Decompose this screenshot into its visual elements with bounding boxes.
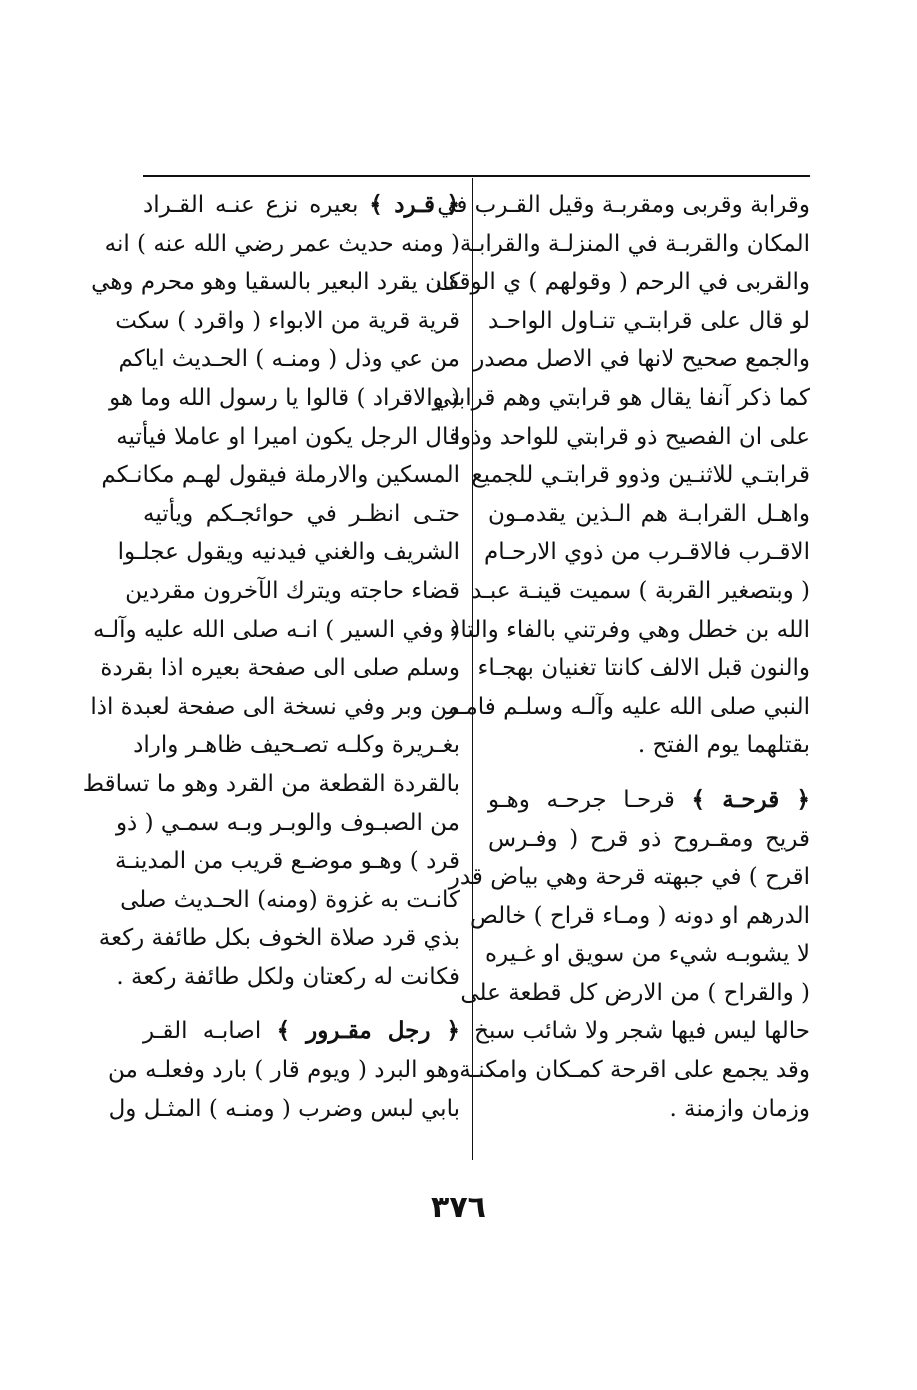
- text-line: حتـى انظـر في حوائجـكم ويأتيه: [143, 500, 460, 527]
- headword-qarha: ﴿ قرحـة ﴾: [691, 785, 810, 813]
- text-line: كما ذكر آنفا يقال هو قرابتي وهم قرابتي: [432, 384, 810, 411]
- text-line: قريح ومقـروح ذو قرح ( وفـرس: [488, 825, 810, 852]
- text-line: قال الرجل يكون اميرا او عاملا فيأتيه: [116, 423, 460, 450]
- text-line: واهـل القرابـة هم الـذين يقدمـون: [488, 500, 810, 527]
- text-line: وقرابة وقربى ومقربـة وقيل القـرب في: [437, 192, 810, 218]
- entry-text: قرحـا جرحـه وهـو: [488, 786, 675, 813]
- text-line: بغـريرة وكلـه تصـحيف ظاهـر واراد: [133, 732, 460, 759]
- text-line: المسكين والارملة فيقول لهـم مكانـكم: [101, 462, 460, 489]
- text-line: والقربى في الرحم ( وقولهم ) ي الوقف: [435, 269, 810, 296]
- text-line: من عي وذل ( ومنـه ) الحـديث اياكم: [118, 346, 460, 373]
- text-line: قرد ) وهـو موضـع قريب من المدينـة: [114, 848, 460, 875]
- text-line: قضاء حاجته ويترك الآخرون مقردين: [125, 577, 460, 604]
- left-column: [82, 186, 461, 1128]
- text-line: حالها ليس فيها شجر ولا شائب سبخ: [474, 1018, 810, 1045]
- text-line: بذي قرد صلاة الخوف بكل طائفة ركعة: [98, 925, 460, 952]
- text-line: بالقردة القطعة من القرد وهو ما تساقط: [82, 770, 460, 797]
- entry-first-line: [143, 1012, 460, 1051]
- entry-first-line: [143, 186, 460, 225]
- text-line: كان يقرد البعير بالسقيا وهو محرم وهي: [91, 269, 460, 296]
- text-line: من الصبـوف والوبـر وبـه سمـي ( ذو: [115, 809, 460, 836]
- text-line: بابي لبس وضرب ( ومنـه ) المثـل ول: [108, 1095, 460, 1122]
- text-line: بقتلهما يوم الفتح .: [637, 732, 810, 759]
- page-number: ٣٧٦: [431, 1190, 486, 1225]
- right-column: [432, 186, 810, 1128]
- text-line: ( ومنه حديث عمر رضي الله عنه ) انه: [104, 230, 460, 257]
- text-line: ( وبتصغير القربة ) سميت قينـة عبـد: [471, 577, 810, 604]
- text-line: قرابتـي للاثنـين وذوو قرابتـي للجميع: [471, 462, 810, 489]
- column-divider: [472, 178, 473, 1160]
- text-line: ( والقراح ) من الارض كل قطعة على: [460, 979, 810, 1006]
- headword-qard: ﴿ قـرد ﴾: [369, 191, 460, 218]
- text-line: على ان الفصيح ذو قرابتي للواحد وذوا: [453, 423, 810, 450]
- text-line: وهو البرد ( ويوم قار ) بارد وفعلـه من: [107, 1057, 460, 1084]
- text-line: ( والاقراد ) قالوا يا رسول الله وما هو: [109, 384, 460, 411]
- text-line: الله بن خطل وهي وفرتني بالفاء والتاء: [449, 616, 810, 643]
- entry-first-line: [488, 781, 810, 820]
- text-line: كانـت به غزوة (ومنه) الحـديث صلى: [120, 886, 460, 913]
- text-line: النبي صلى الله عليه وآلـه وسلـم فامـر: [446, 693, 810, 720]
- text-line: قرية قرية من الابواء ( واقرد ) سكت: [115, 307, 460, 334]
- entry-text: اصابـه القـر: [143, 1018, 262, 1045]
- text-line: وقد يجمع على اقرحة كمـكان وامكنـة: [459, 1057, 810, 1084]
- entry-gap: [488, 765, 810, 781]
- text-line: اقرح ) في جبهته قرحة وهي بياض قدر: [448, 864, 810, 891]
- text-line: ( وفي السير ) انـه صلى الله عليه وآلـه: [93, 616, 460, 643]
- text-line: الدرهم او دونه ( ومـاء قراح ) خالص: [469, 902, 810, 929]
- header-rule: [143, 175, 810, 177]
- entry-text: بعيره نزع عنـه القـراد: [143, 192, 359, 218]
- text-line: وسلم صلى الى صفحة بعيره اذا بقردة: [100, 655, 460, 682]
- headword-rajul-maqrur: ﴿ رجل مقـرور ﴾: [276, 1017, 461, 1045]
- text-line: فكانت له ركعتان ولكل طائفة ركعة .: [116, 963, 460, 990]
- entry-gap: [143, 996, 460, 1012]
- text-line: والجمع صحيح لانها في الاصل مصدر: [473, 346, 810, 373]
- text-line: الشريف والغني فيدنيه ويقول عجلـوا: [117, 539, 460, 566]
- text-line: من وبر وفي نسخة الى صفحة لعبدة اذا: [90, 693, 460, 720]
- text-line: والنون قبل الالف كانتا تغنيان بهجـاء: [477, 655, 810, 682]
- text-line: المكان والقربـة في المنزلـة والقرابـة: [459, 230, 810, 257]
- text-line: وزمان وازمنة .: [669, 1095, 810, 1122]
- text-line: لا يشوبـه شيء من سويق او غـيره: [484, 941, 810, 968]
- text-line: لو قال على قرابتـي تنـاول الواحـد: [488, 307, 810, 334]
- text-line: الاقـرب فالاقـرب من ذوي الارحـام: [483, 539, 810, 566]
